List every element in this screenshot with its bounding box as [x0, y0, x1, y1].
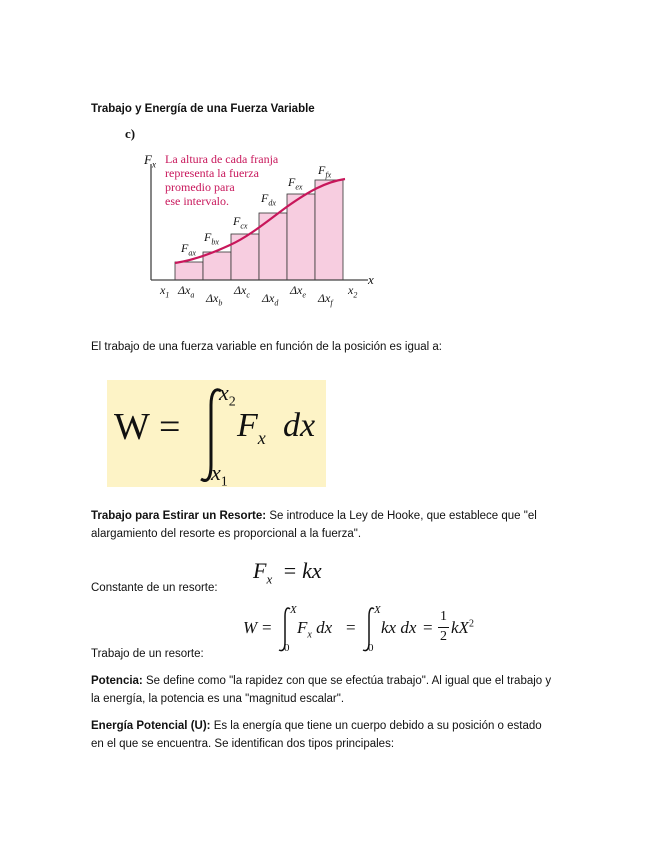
paragraph-variable-force: El trabajo de una fuerza variable en función de la posición es igual a:: [91, 341, 442, 353]
fx-axis-label: $F_x$: [144, 152, 156, 170]
trabajo-resorte-label: Trabajo de un resorte:: [91, 648, 204, 660]
constante-label: Constante de un resorte:: [91, 582, 218, 594]
x2-label: $x_2$: [348, 283, 358, 300]
eq3-int1-upper: X: [290, 604, 297, 616]
force-label-cx: $F_{cx}$: [233, 214, 248, 231]
eq1-W: W: [114, 406, 150, 448]
eq3-fraction-bar: [438, 627, 449, 628]
energia-label: Energía Potencial (U):: [91, 720, 211, 732]
eq1-dx: dx: [283, 407, 316, 444]
hooke-equation: $F_x$ = kx: [253, 558, 322, 587]
force-strip: [231, 234, 259, 280]
delta-x-e-label: $\Delta x_e$: [290, 283, 306, 300]
x-axis-label: x: [368, 272, 374, 287]
delta-x-a-label: $\Delta x_a$: [178, 283, 195, 300]
force-label-ax: $F_{ax}$: [181, 241, 196, 258]
caption-line: La altura de cada franja: [165, 152, 279, 166]
eq3-term3: $kX^2$: [451, 618, 474, 637]
eq3-equals-1: =: [262, 618, 272, 637]
force-figure: [120, 124, 390, 316]
eq1-lower-limit: $x_1$: [211, 460, 228, 490]
force-label-ex: $F_{ex}$: [288, 175, 303, 192]
eq3-equals-2: =: [346, 618, 356, 637]
force-strip: [315, 180, 343, 280]
force-label-dx: $F_{dx}$: [261, 191, 276, 208]
eq3-W: W: [243, 618, 258, 637]
eq1-upper-limit: $x_2$: [219, 380, 236, 410]
paragraph-energia-potencial: [91, 717, 551, 753]
eq1-integrand: $F_x$: [237, 407, 266, 448]
force-strip: [203, 252, 231, 280]
eq3-equals-3: =: [423, 618, 433, 637]
delta-x-f-label: $\Delta x_f$: [318, 291, 333, 308]
panel-label: c): [125, 126, 136, 141]
eq3-term2: kx dx: [381, 618, 417, 637]
delta-x-b-label: $\Delta x_b$: [206, 291, 223, 308]
eq3-int2-lower: 0: [368, 642, 374, 654]
caption-line: ese intervalo.: [165, 194, 229, 208]
spring-work-equation: [243, 604, 493, 654]
caption-line: promedio para: [165, 180, 235, 194]
paragraph-resorte: [91, 507, 581, 543]
energia-text: Es la energía que tiene un cuerpo debido a su posición o estado en el que se encuentra. Se identifican dos tipos principales:: [91, 720, 542, 750]
resorte-label: Trabajo para Estirar un Resorte:: [91, 510, 267, 522]
eq3-int2-upper: X: [374, 604, 381, 616]
force-strip: [175, 262, 203, 280]
potencia-text: Se define como "la rapidez con que se efectúa trabajo". Al igual que el trabajo y la energía, la potencia es una "magnitud escalar".: [91, 675, 552, 705]
force-strip: [287, 194, 315, 280]
x1-label: $x_1$: [160, 283, 170, 300]
caption-line: representa la fuerza: [165, 166, 259, 180]
page-title: Trabajo y Energía de una Fuerza Variable: [91, 103, 315, 115]
work-integral-equation: [107, 380, 326, 490]
potencia-label: Potencia:: [91, 675, 143, 687]
force-label-fx: $F_{fx}$: [318, 163, 332, 180]
resorte-text: Se introduce la Ley de Hooke, que establece que "el alargamiento del resorte es proporcional a la fuerza".: [91, 510, 537, 540]
paragraph-potencia: [91, 672, 561, 708]
eq1-equals: =: [159, 406, 181, 448]
delta-x-d-label: $\Delta x_d$: [262, 291, 279, 308]
eq3-int1-lower: 0: [284, 642, 290, 654]
delta-x-c-label: $\Delta x_c$: [234, 283, 250, 300]
eq3-fraction-numerator: 1: [440, 609, 447, 624]
eq3-term1: $F_x$ dx: [297, 618, 333, 641]
eq3-fraction-denominator: 2: [440, 629, 447, 644]
force-label-bx: $F_{bx}$: [204, 230, 219, 247]
